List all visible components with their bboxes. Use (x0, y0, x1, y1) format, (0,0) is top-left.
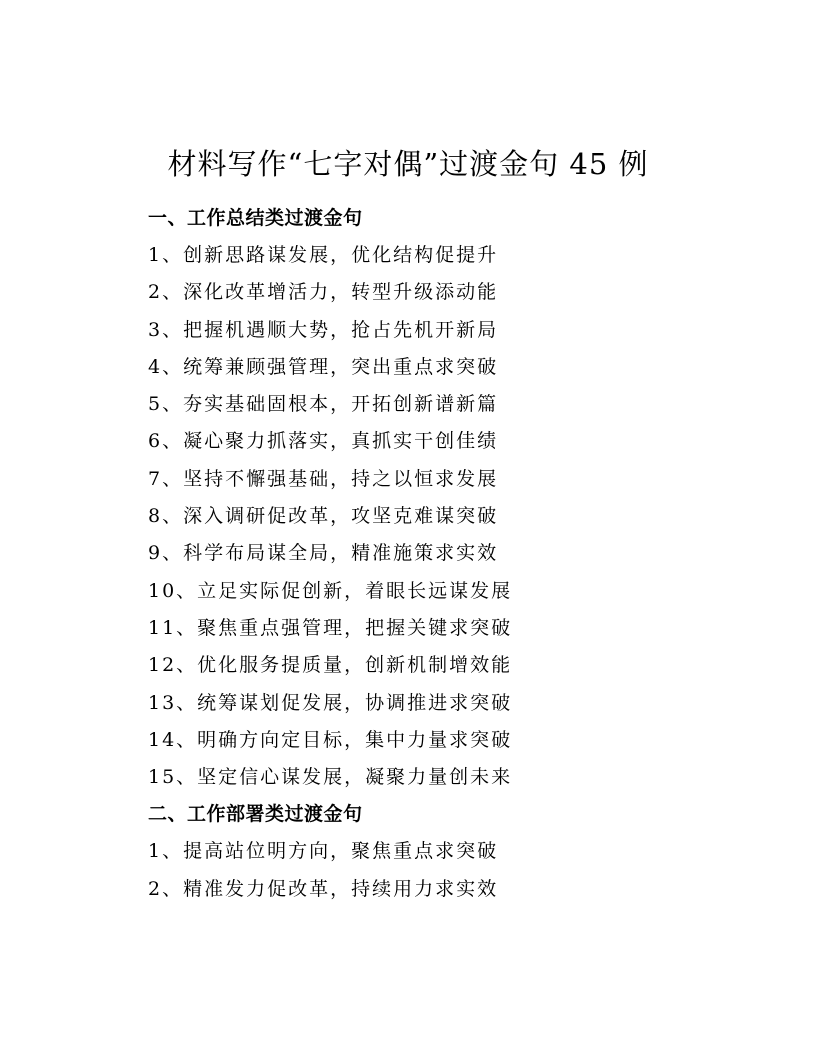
list-item: 8、深入调研促改革，攻坚克难谋突破 (148, 505, 499, 528)
section-work-summary (148, 200, 708, 796)
list-item: 14、明确方向定目标，集中力量求突破 (148, 728, 513, 751)
list-item: 13、统筹谋划促发展，协调推进求突破 (148, 691, 513, 714)
section-work-deployment (148, 796, 708, 908)
list-item: 4、统筹兼顾强管理，突出重点求突破 (148, 355, 499, 378)
list-item: 5、夯实基础固根本，开拓创新谱新篇 (148, 393, 499, 416)
list-item: 15、坚定信心谋发展，凝聚力量创未来 (148, 766, 513, 789)
document-body (148, 200, 708, 908)
list-item: 9、科学布局谋全局，精准施策求实效 (148, 542, 499, 565)
section-heading: 二、工作部署类过渡金句 (148, 803, 363, 826)
list-item: 1、创新思路谋发展，优化结构促提升 (148, 244, 499, 266)
list-item: 1、提高站位明方向，聚焦重点求突破 (148, 840, 499, 863)
list-item: 6、凝心聚力抓落实，真抓实干创佳绩 (148, 430, 499, 453)
list-item: 7、坚持不懈强基础，持之以恒求发展 (148, 467, 499, 490)
list-item: 2、深化改革增活力，转型升级添动能 (148, 281, 499, 304)
section-heading: 一、工作总结类过渡金句 (148, 207, 363, 229)
list-item: 11、聚焦重点强管理，把握关键求突破 (148, 616, 513, 639)
list-item: 12、优化服务提质量，创新机制增效能 (148, 654, 513, 677)
list-item: 10、立足实际促创新，着眼长远谋发展 (148, 579, 513, 602)
document-title: 材料写作“七字对偶”过渡金句 45 例 (167, 147, 649, 181)
list-item: 3、把握机遇顺大势，抢占先机开新局 (148, 318, 499, 341)
list-item: 2、精准发力促改革，持续用力求实效 (148, 877, 499, 900)
